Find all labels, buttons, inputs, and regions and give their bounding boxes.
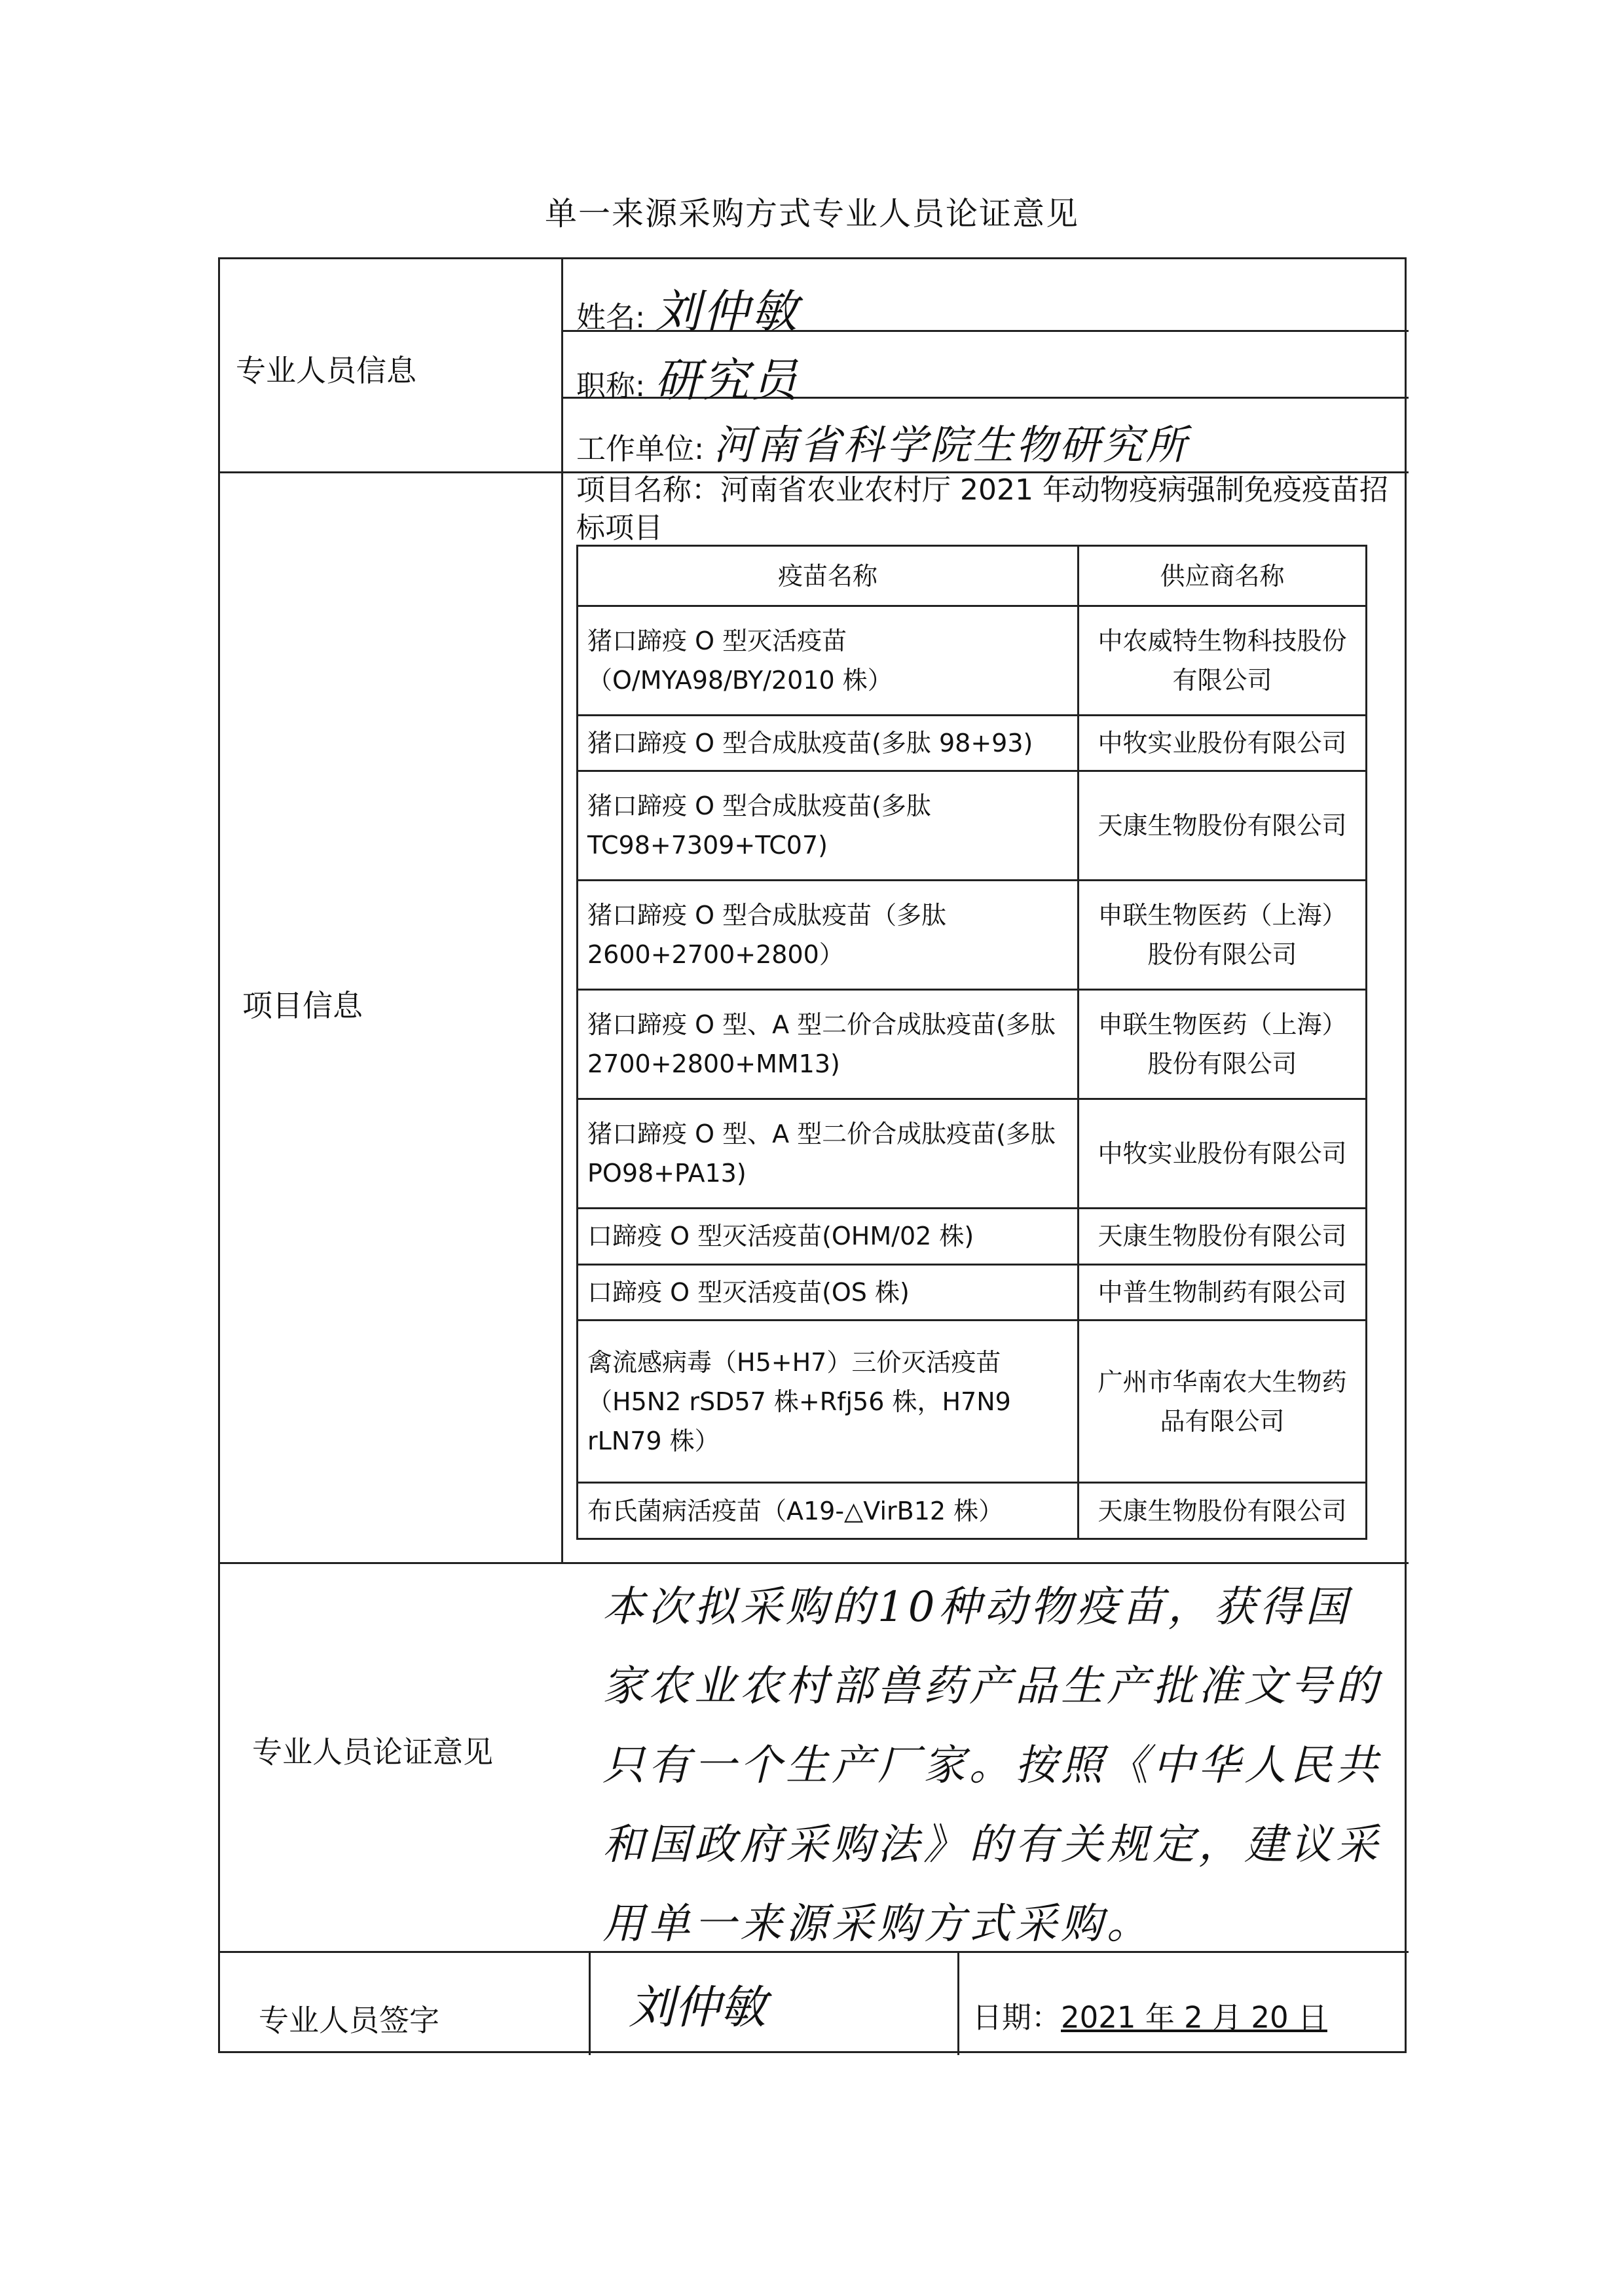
supplier-name: 申联生物医药（上海）股份有限公司 (1079, 881, 1367, 990)
col-divider (957, 1951, 959, 2055)
vaccine-table (576, 545, 1367, 1540)
table-row (578, 1321, 1367, 1483)
supplier-name: 天康生物股份有限公司 (1079, 771, 1367, 881)
table-row (578, 881, 1367, 990)
title-field (576, 344, 800, 410)
expert-info-label: 专业人员信息 (236, 353, 416, 388)
supplier-name: 天康生物股份有限公司 (1079, 1209, 1367, 1265)
document-title: 单一来源采购方式专业人员论证意见 (544, 195, 1079, 232)
col-divider (589, 1951, 591, 2055)
name-label: 姓名: (576, 300, 646, 335)
unit-label: 工作单位: (576, 431, 705, 466)
vaccine-name: 布氏菌病活疫苗（A19-△VirB12 株） (578, 1483, 1079, 1539)
table-header-row (578, 546, 1367, 606)
date-field (972, 1994, 1327, 2036)
table-row (578, 990, 1367, 1099)
title-handwritten-value: 研究员 (654, 354, 800, 407)
column-header: 疫苗名称 (578, 546, 1079, 606)
vaccine-name: 禽流感病毒（H5+H7）三价灭活疫苗（H5N2 rSD57 株+Rfj56 株，H7N9 rLN79 株） (578, 1321, 1079, 1483)
vaccine-name: 口蹄疫 O 型灭活疫苗(OS 株) (578, 1264, 1079, 1321)
supplier-name: 中农威特生物科技股份有限公司 (1079, 606, 1367, 716)
supplier-name: 申联生物医药（上海）股份有限公司 (1079, 990, 1367, 1099)
opinion-handwritten-text: 本次拟采购的10种动物疫苗，获得国家农业农村部兽药产品生产批准文号的只有一个生产厂家。按照《中华人民共和国政府采购法》的有关规定，建议采用单一来源采购方式采购。 (602, 1583, 1382, 1948)
supplier-name: 中普生物制药有限公司 (1079, 1264, 1367, 1321)
table-row (578, 1099, 1367, 1209)
name-handwritten-value: 刘仲敏 (654, 285, 800, 338)
vaccine-name: 猪口蹄疫 O 型、A 型二价合成肽疫苗(多肽 PO98+PA13) (578, 1099, 1079, 1209)
column-header: 供应商名称 (1079, 546, 1367, 606)
title-label: 职称: (576, 369, 646, 403)
opinion-label: 专业人员论证意见 (252, 1734, 493, 1770)
table-row (578, 1483, 1367, 1539)
table-row (578, 771, 1367, 881)
supplier-name: 中牧实业股份有限公司 (1079, 1099, 1367, 1209)
project-info-label: 项目信息 (242, 988, 363, 1023)
vaccine-name: 猪口蹄疫 O 型、A 型二价合成肽疫苗(多肽 2700+2800+MM13) (578, 990, 1079, 1099)
signature-label: 专业人员签字 (259, 2003, 439, 2038)
vaccine-name: 口蹄疫 O 型灭活疫苗(OHM/02 株) (578, 1209, 1079, 1265)
name-field (576, 275, 800, 341)
vaccine-name: 猪口蹄疫 O 型合成肽疫苗（多肽 2600+2700+2800） (578, 881, 1079, 990)
table-row (578, 606, 1367, 716)
unit-handwritten-value: 河南省科学院生物研究所 (713, 421, 1189, 469)
vaccine-name: 猪口蹄疫 O 型合成肽疫苗(多肽 98+93) (578, 715, 1079, 771)
vaccine-name: 猪口蹄疫 O 型灭活疫苗（O/MYA98/BY/2010 株） (578, 606, 1079, 716)
handwritten-signature: 刘仲敏 (629, 1980, 766, 2034)
supplier-name: 天康生物股份有限公司 (1079, 1483, 1367, 1539)
supplier-name: 广州市华南农大生物药品有限公司 (1079, 1321, 1367, 1483)
col-divider (561, 259, 563, 1562)
table-row (578, 715, 1367, 771)
table-row (578, 1264, 1367, 1321)
vaccine-name: 猪口蹄疫 O 型合成肽疫苗(多肽 TC98+7309+TC07) (578, 771, 1079, 881)
table-row (578, 1209, 1367, 1265)
supplier-name: 中牧实业股份有限公司 (1079, 715, 1367, 771)
date-value: 2021 年 2 月 20 日 (1061, 2000, 1327, 2035)
date-label: 日期： (972, 2000, 1061, 2035)
row-divider (220, 1562, 1409, 1564)
project-name: 项目名称：河南省农业农村厅 2021 年动物疫病强制免疫疫苗招标项目 (576, 473, 1388, 545)
unit-field (576, 412, 1189, 471)
